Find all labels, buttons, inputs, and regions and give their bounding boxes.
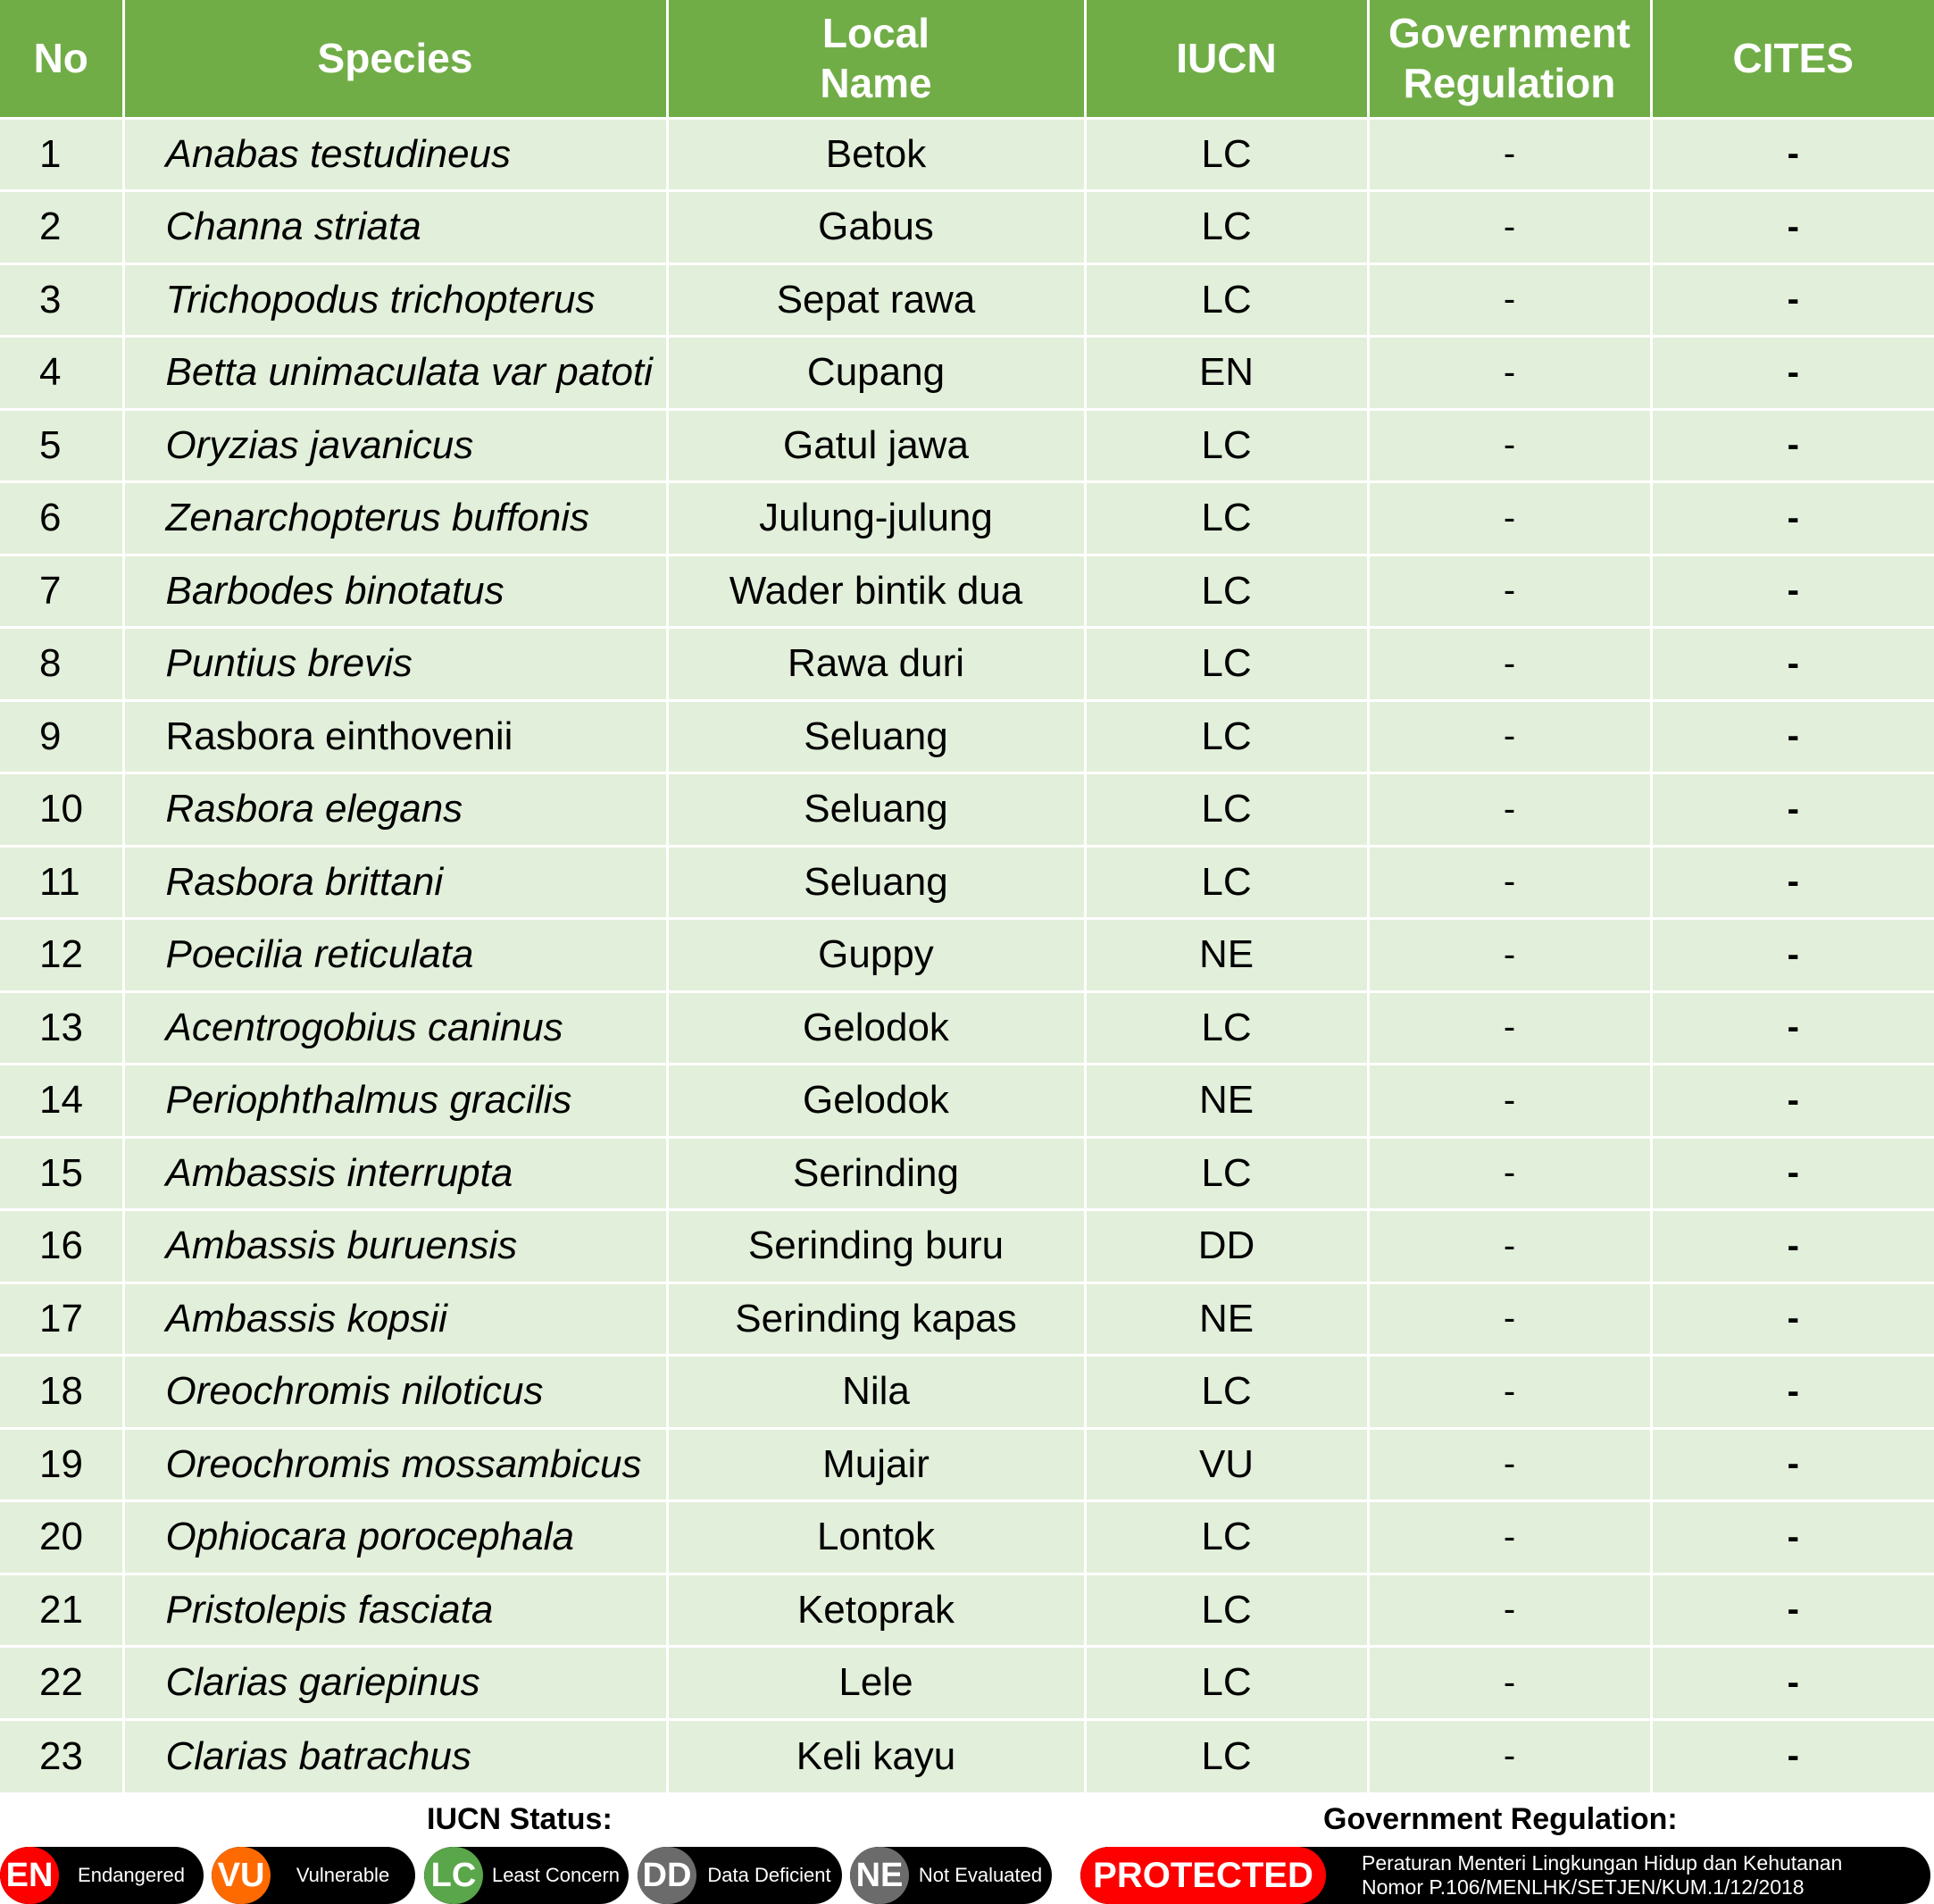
header-species: Species: [123, 0, 667, 118]
cell-cites: -: [1651, 700, 1934, 773]
cell-species: Oryzias javanicus: [123, 409, 667, 482]
cell-iucn: NE: [1085, 919, 1368, 992]
table-row: [0, 1282, 1934, 1356]
cell-no: 8: [0, 628, 123, 701]
cell-no: 18: [0, 1356, 123, 1429]
cell-no: 7: [0, 555, 123, 628]
cell-local-name: Keli kayu: [667, 1719, 1085, 1792]
cell-iucn: LC: [1085, 1647, 1368, 1720]
table-row: [0, 263, 1934, 337]
cell-government-regulation: -: [1368, 337, 1651, 410]
legend-vu-code: VU: [212, 1847, 271, 1904]
header-iucn: IUCN: [1085, 0, 1368, 118]
cell-local-name: Serinding: [667, 1137, 1085, 1210]
cell-iucn: VU: [1085, 1428, 1368, 1501]
cell-species: Clarias batrachus: [123, 1719, 667, 1792]
header-no: No: [0, 0, 123, 118]
cell-local-name: Gatul jawa: [667, 409, 1085, 482]
cell-no: 4: [0, 337, 123, 410]
cell-iucn: LC: [1085, 191, 1368, 264]
cell-no: 23: [0, 1719, 123, 1792]
table-row: [0, 1574, 1934, 1647]
cell-cites: -: [1651, 1719, 1934, 1792]
legend-protected-line1: Peraturan Menteri Lingkungan Hidup dan Kehutanan: [1362, 1851, 1843, 1875]
cell-iucn: DD: [1085, 1210, 1368, 1283]
cell-local-name: Serinding kapas: [667, 1282, 1085, 1356]
cell-iucn: EN: [1085, 337, 1368, 410]
cell-no: 21: [0, 1574, 123, 1647]
cell-government-regulation: -: [1368, 628, 1651, 701]
cell-government-regulation: -: [1368, 263, 1651, 337]
legend: [0, 1786, 1934, 1901]
cell-government-regulation: -: [1368, 118, 1651, 191]
cell-iucn: LC: [1085, 700, 1368, 773]
legend-lc: [424, 1847, 629, 1904]
cell-species: Rasbora brittani: [123, 846, 667, 919]
cell-cites: -: [1651, 118, 1934, 191]
header-cites: CITES: [1651, 0, 1934, 118]
cell-no: 12: [0, 919, 123, 992]
legend-dd-label: Data Deficient: [707, 1864, 831, 1886]
cell-cites: -: [1651, 1647, 1934, 1720]
table-row: [0, 191, 1934, 264]
cell-cites: -: [1651, 1574, 1934, 1647]
cell-local-name: Rawa duri: [667, 628, 1085, 701]
cell-cites: -: [1651, 1137, 1934, 1210]
cell-government-regulation: -: [1368, 1647, 1651, 1720]
cell-iucn: LC: [1085, 118, 1368, 191]
legend-protected-line2: Nomor P.106/MENLHK/SETJEN/KUM.1/12/2018: [1362, 1875, 1805, 1899]
table-row: [0, 1356, 1934, 1429]
cell-cites: -: [1651, 991, 1934, 1065]
cell-species: Ambassis buruensis: [123, 1210, 667, 1283]
cell-species: Anabas testudineus: [123, 118, 667, 191]
cell-government-regulation: -: [1368, 1428, 1651, 1501]
legend-protected-code: PROTECTED: [1080, 1847, 1326, 1904]
header-government-regulation-text: Government Regulation: [1388, 10, 1630, 107]
legend-lc-code: LC: [424, 1847, 483, 1904]
cell-cites: -: [1651, 191, 1934, 264]
cell-iucn: NE: [1085, 1065, 1368, 1138]
legend-dd-code: DD: [638, 1847, 696, 1904]
legend-protected-description: [1326, 1851, 1930, 1900]
cell-species: Betta unimaculata var patoti: [123, 337, 667, 410]
cell-iucn: LC: [1085, 1137, 1368, 1210]
cell-no: 6: [0, 482, 123, 555]
table-row: [0, 991, 1934, 1065]
cell-no: 9: [0, 700, 123, 773]
legend-ne: [850, 1847, 1052, 1904]
cell-government-regulation: -: [1368, 1282, 1651, 1356]
table-row: [0, 773, 1934, 847]
cell-species: Rasbora elegans: [123, 773, 667, 847]
cell-local-name: Lele: [667, 1647, 1085, 1720]
cell-cites: -: [1651, 773, 1934, 847]
cell-iucn: NE: [1085, 1282, 1368, 1356]
cell-species: Oreochromis mossambicus: [123, 1428, 667, 1501]
cell-no: 16: [0, 1210, 123, 1283]
cell-species: Trichopodus trichopterus: [123, 263, 667, 337]
cell-local-name: Wader bintik dua: [667, 555, 1085, 628]
legend-ne-code: NE: [850, 1847, 909, 1904]
cell-species: Periophthalmus gracilis: [123, 1065, 667, 1138]
cell-species: Puntius brevis: [123, 628, 667, 701]
table-row: [0, 1501, 1934, 1574]
cell-cites: -: [1651, 1501, 1934, 1574]
table-row: [0, 628, 1934, 701]
cell-cites: -: [1651, 1356, 1934, 1429]
cell-species: Acentrogobius caninus: [123, 991, 667, 1065]
cell-government-regulation: -: [1368, 1574, 1651, 1647]
cell-no: 20: [0, 1501, 123, 1574]
cell-cites: -: [1651, 482, 1934, 555]
legend-vu-label: Vulnerable: [296, 1864, 390, 1886]
cell-species: Pristolepis fasciata: [123, 1574, 667, 1647]
table-row: [0, 337, 1934, 410]
table-row: [0, 1210, 1934, 1283]
legend-en-label: Endangered: [78, 1864, 185, 1886]
cell-government-regulation: -: [1368, 991, 1651, 1065]
cell-government-regulation: -: [1368, 482, 1651, 555]
cell-government-regulation: -: [1368, 1065, 1651, 1138]
cell-iucn: LC: [1085, 1356, 1368, 1429]
cell-cites: -: [1651, 1428, 1934, 1501]
table-row: [0, 919, 1934, 992]
cell-government-regulation: -: [1368, 1137, 1651, 1210]
cell-iucn: LC: [1085, 482, 1368, 555]
cell-no: 5: [0, 409, 123, 482]
header-local-name: [667, 0, 1085, 118]
legend-lc-label: Least Concern: [491, 1864, 621, 1886]
cell-species: Barbodes binotatus: [123, 555, 667, 628]
cell-government-regulation: -: [1368, 846, 1651, 919]
cell-iucn: LC: [1085, 1501, 1368, 1574]
table-row: [0, 1137, 1934, 1210]
cell-species: Rasbora einthovenii: [123, 700, 667, 773]
cell-no: 11: [0, 846, 123, 919]
table-row: [0, 1065, 1934, 1138]
table-row: [0, 118, 1934, 191]
cell-local-name: Guppy: [667, 919, 1085, 992]
header-local-name-text: Local Name: [820, 10, 932, 107]
legend-en: [0, 1847, 204, 1904]
cell-no: 19: [0, 1428, 123, 1501]
cell-no: 10: [0, 773, 123, 847]
cell-species: Ambassis kopsii: [123, 1282, 667, 1356]
table-row: [0, 482, 1934, 555]
cell-local-name: Seluang: [667, 846, 1085, 919]
cell-cites: -: [1651, 337, 1934, 410]
header-government-regulation: [1368, 0, 1651, 118]
cell-local-name: Sepat rawa: [667, 263, 1085, 337]
cell-local-name: Mujair: [667, 1428, 1085, 1501]
cell-government-regulation: -: [1368, 409, 1651, 482]
cell-local-name: Serinding buru: [667, 1210, 1085, 1283]
table-row: [0, 1428, 1934, 1501]
cell-local-name: Cupang: [667, 337, 1085, 410]
cell-local-name: Nila: [667, 1356, 1085, 1429]
cell-species: Ophiocara porocephala: [123, 1501, 667, 1574]
table-header-row: [0, 0, 1934, 118]
cell-species: Clarias gariepinus: [123, 1647, 667, 1720]
cell-iucn: LC: [1085, 555, 1368, 628]
cell-government-regulation: -: [1368, 773, 1651, 847]
cell-iucn: LC: [1085, 409, 1368, 482]
cell-cites: -: [1651, 628, 1934, 701]
cell-cites: -: [1651, 919, 1934, 992]
cell-iucn: LC: [1085, 846, 1368, 919]
cell-government-regulation: -: [1368, 191, 1651, 264]
cell-government-regulation: -: [1368, 919, 1651, 992]
legend-dd: [638, 1847, 842, 1904]
cell-local-name: Betok: [667, 118, 1085, 191]
cell-government-regulation: -: [1368, 1356, 1651, 1429]
cell-species: Poecilia reticulata: [123, 919, 667, 992]
table-row: [0, 1647, 1934, 1720]
cell-no: 22: [0, 1647, 123, 1720]
cell-local-name: Ketoprak: [667, 1574, 1085, 1647]
legend-en-code: EN: [0, 1847, 59, 1904]
cell-government-regulation: -: [1368, 1210, 1651, 1283]
table-row: [0, 1719, 1934, 1792]
cell-species: Oreochromis niloticus: [123, 1356, 667, 1429]
cell-no: 3: [0, 263, 123, 337]
cell-government-regulation: -: [1368, 1501, 1651, 1574]
cell-iucn: LC: [1085, 1719, 1368, 1792]
table-row: [0, 846, 1934, 919]
cell-cites: -: [1651, 846, 1934, 919]
cell-no: 2: [0, 191, 123, 264]
legend-vu: [212, 1847, 415, 1904]
cell-local-name: Seluang: [667, 773, 1085, 847]
cell-species: Zenarchopterus buffonis: [123, 482, 667, 555]
cell-local-name: Seluang: [667, 700, 1085, 773]
cell-local-name: Gelodok: [667, 1065, 1085, 1138]
cell-local-name: Gelodok: [667, 991, 1085, 1065]
cell-local-name: Gabus: [667, 191, 1085, 264]
cell-government-regulation: -: [1368, 555, 1651, 628]
cell-government-regulation: -: [1368, 700, 1651, 773]
iucn-legend-title: IUCN Status:: [427, 1802, 613, 1836]
cell-no: 14: [0, 1065, 123, 1138]
cell-iucn: LC: [1085, 628, 1368, 701]
table-row: [0, 555, 1934, 628]
cell-local-name: Lontok: [667, 1501, 1085, 1574]
cell-no: 15: [0, 1137, 123, 1210]
cell-cites: -: [1651, 1065, 1934, 1138]
table-row: [0, 700, 1934, 773]
cell-iucn: LC: [1085, 263, 1368, 337]
cell-species: Channa striata: [123, 191, 667, 264]
cell-cites: -: [1651, 409, 1934, 482]
cell-cites: -: [1651, 1210, 1934, 1283]
legend-protected: [1080, 1847, 1930, 1904]
cell-iucn: LC: [1085, 773, 1368, 847]
legend-ne-label: Not Evaluated: [918, 1864, 1043, 1886]
cell-cites: -: [1651, 1282, 1934, 1356]
table-row: [0, 409, 1934, 482]
cell-no: 17: [0, 1282, 123, 1356]
cell-local-name: Julung-julung: [667, 482, 1085, 555]
cell-government-regulation: -: [1368, 1719, 1651, 1792]
cell-cites: -: [1651, 263, 1934, 337]
cell-iucn: LC: [1085, 991, 1368, 1065]
gov-legend-title: Government Regulation:: [1323, 1802, 1678, 1836]
cell-no: 1: [0, 118, 123, 191]
cell-iucn: LC: [1085, 1574, 1368, 1647]
cell-cites: -: [1651, 555, 1934, 628]
table-body: [0, 118, 1934, 1792]
cell-no: 13: [0, 991, 123, 1065]
cell-species: Ambassis interrupta: [123, 1137, 667, 1210]
